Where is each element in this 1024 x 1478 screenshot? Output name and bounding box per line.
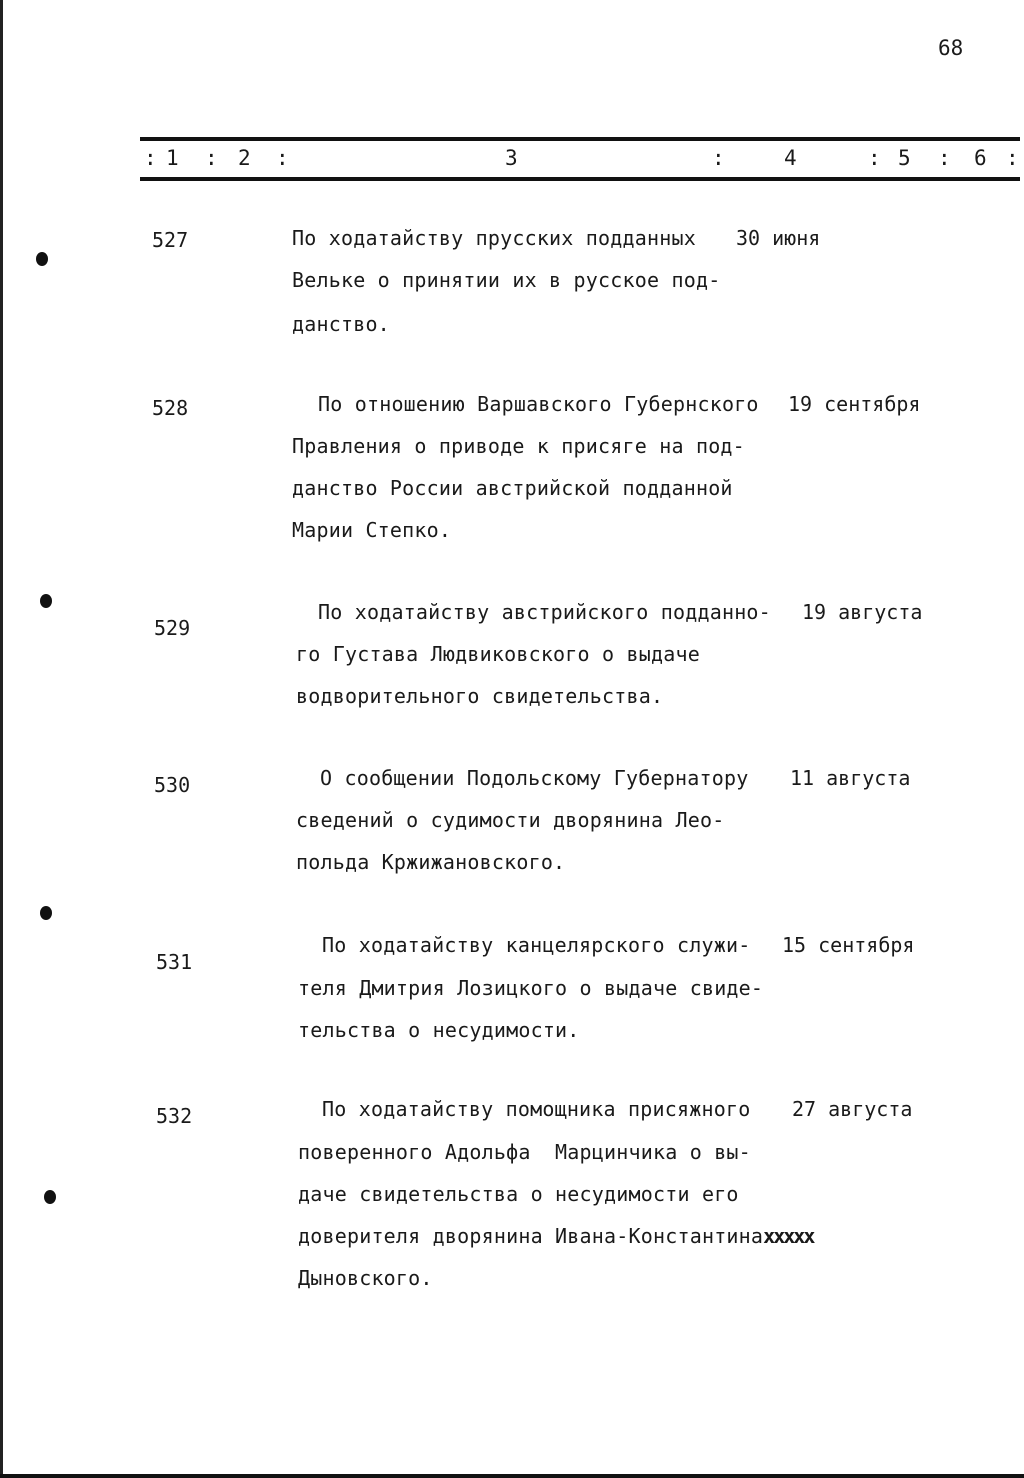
column-number: 6 <box>974 146 987 170</box>
entry-text: доверителя дворянина Ивана-Константина <box>298 1224 764 1248</box>
scan-edge <box>0 0 3 1478</box>
entry-number: 531 <box>156 950 193 974</box>
entry-text-line: польда Кржижановского. <box>296 850 566 874</box>
entry-number: 529 <box>154 616 191 640</box>
entry-text-line: По ходатайству прусских подданных <box>292 226 696 250</box>
entry-text-line: поверенного Адольфа Марцинчика о вы- <box>298 1140 751 1164</box>
entry-date: 19 августа <box>802 600 923 624</box>
column-number: 1 <box>166 146 179 170</box>
entry-text-line: тельства о несудимости. <box>298 1018 580 1042</box>
entry-text-line: О сообщении Подольскому Губернатору <box>320 766 749 790</box>
entry-number: 532 <box>156 1104 193 1128</box>
overstruck-text: ххххх <box>763 1224 814 1248</box>
page-number: 68 <box>938 36 964 60</box>
entry-date: 30 июня <box>736 226 821 250</box>
entry-text-line <box>298 1224 813 1248</box>
binding-hole-mark <box>40 594 52 608</box>
entry-text-line: Правления о приводе к присяге на под- <box>292 434 745 458</box>
entry-text-line: Дыновского. <box>298 1266 433 1290</box>
separator: : <box>276 146 289 170</box>
entry-text-line: По ходатайству австрийского подданно- <box>318 600 771 624</box>
column-number: 4 <box>784 146 797 170</box>
entry-date: 11 августа <box>790 766 911 790</box>
entry-text-line: даче свидетельства о несудимости его <box>298 1182 739 1206</box>
separator: : <box>938 146 951 170</box>
entry-text-line: сведений о судимости дворянина Лео- <box>296 808 725 832</box>
entry-text-line: теля Дмитрия Лозицкого о выдаче свиде- <box>298 976 764 1000</box>
entry-date: 19 сентября <box>788 392 921 416</box>
entry-text-line: го Густава Людвиковского о выдаче <box>296 642 700 666</box>
entry-date: 15 сентября <box>782 933 915 957</box>
column-number: 3 <box>505 146 518 170</box>
header-top-rule <box>140 137 1020 141</box>
separator: : <box>868 146 881 170</box>
binding-hole-mark <box>40 906 52 920</box>
binding-hole-mark <box>36 252 48 266</box>
entry-text-line: По ходатайству помощника присяжного <box>322 1097 751 1121</box>
entry-text-line: данство. <box>292 312 390 336</box>
entry-number: 527 <box>152 228 189 252</box>
entry-text-line: Вельке о принятии их в русское под- <box>292 268 721 292</box>
entry-number: 528 <box>152 396 189 420</box>
binding-hole-mark <box>44 1190 56 1204</box>
scan-bottom-edge <box>0 1474 1024 1478</box>
separator: : <box>144 146 157 170</box>
entry-date: 27 августа <box>792 1097 913 1121</box>
separator: : <box>1006 146 1019 170</box>
separator: : <box>712 146 725 170</box>
header-bottom-rule <box>140 177 1020 181</box>
entry-text-line: По отношению Варшавского Губернского <box>318 392 759 416</box>
entry-number: 530 <box>154 773 191 797</box>
column-number: 2 <box>238 146 251 170</box>
column-number: 5 <box>898 146 911 170</box>
entry-text-line: водворительного свидетельства. <box>296 684 664 708</box>
entry-text-line: Марии Степко. <box>292 518 452 542</box>
entry-text-line: По ходатайству канцелярского служи- <box>322 933 751 957</box>
entry-text-line: данство России австрийской подданной <box>292 476 733 500</box>
separator: : <box>205 146 218 170</box>
